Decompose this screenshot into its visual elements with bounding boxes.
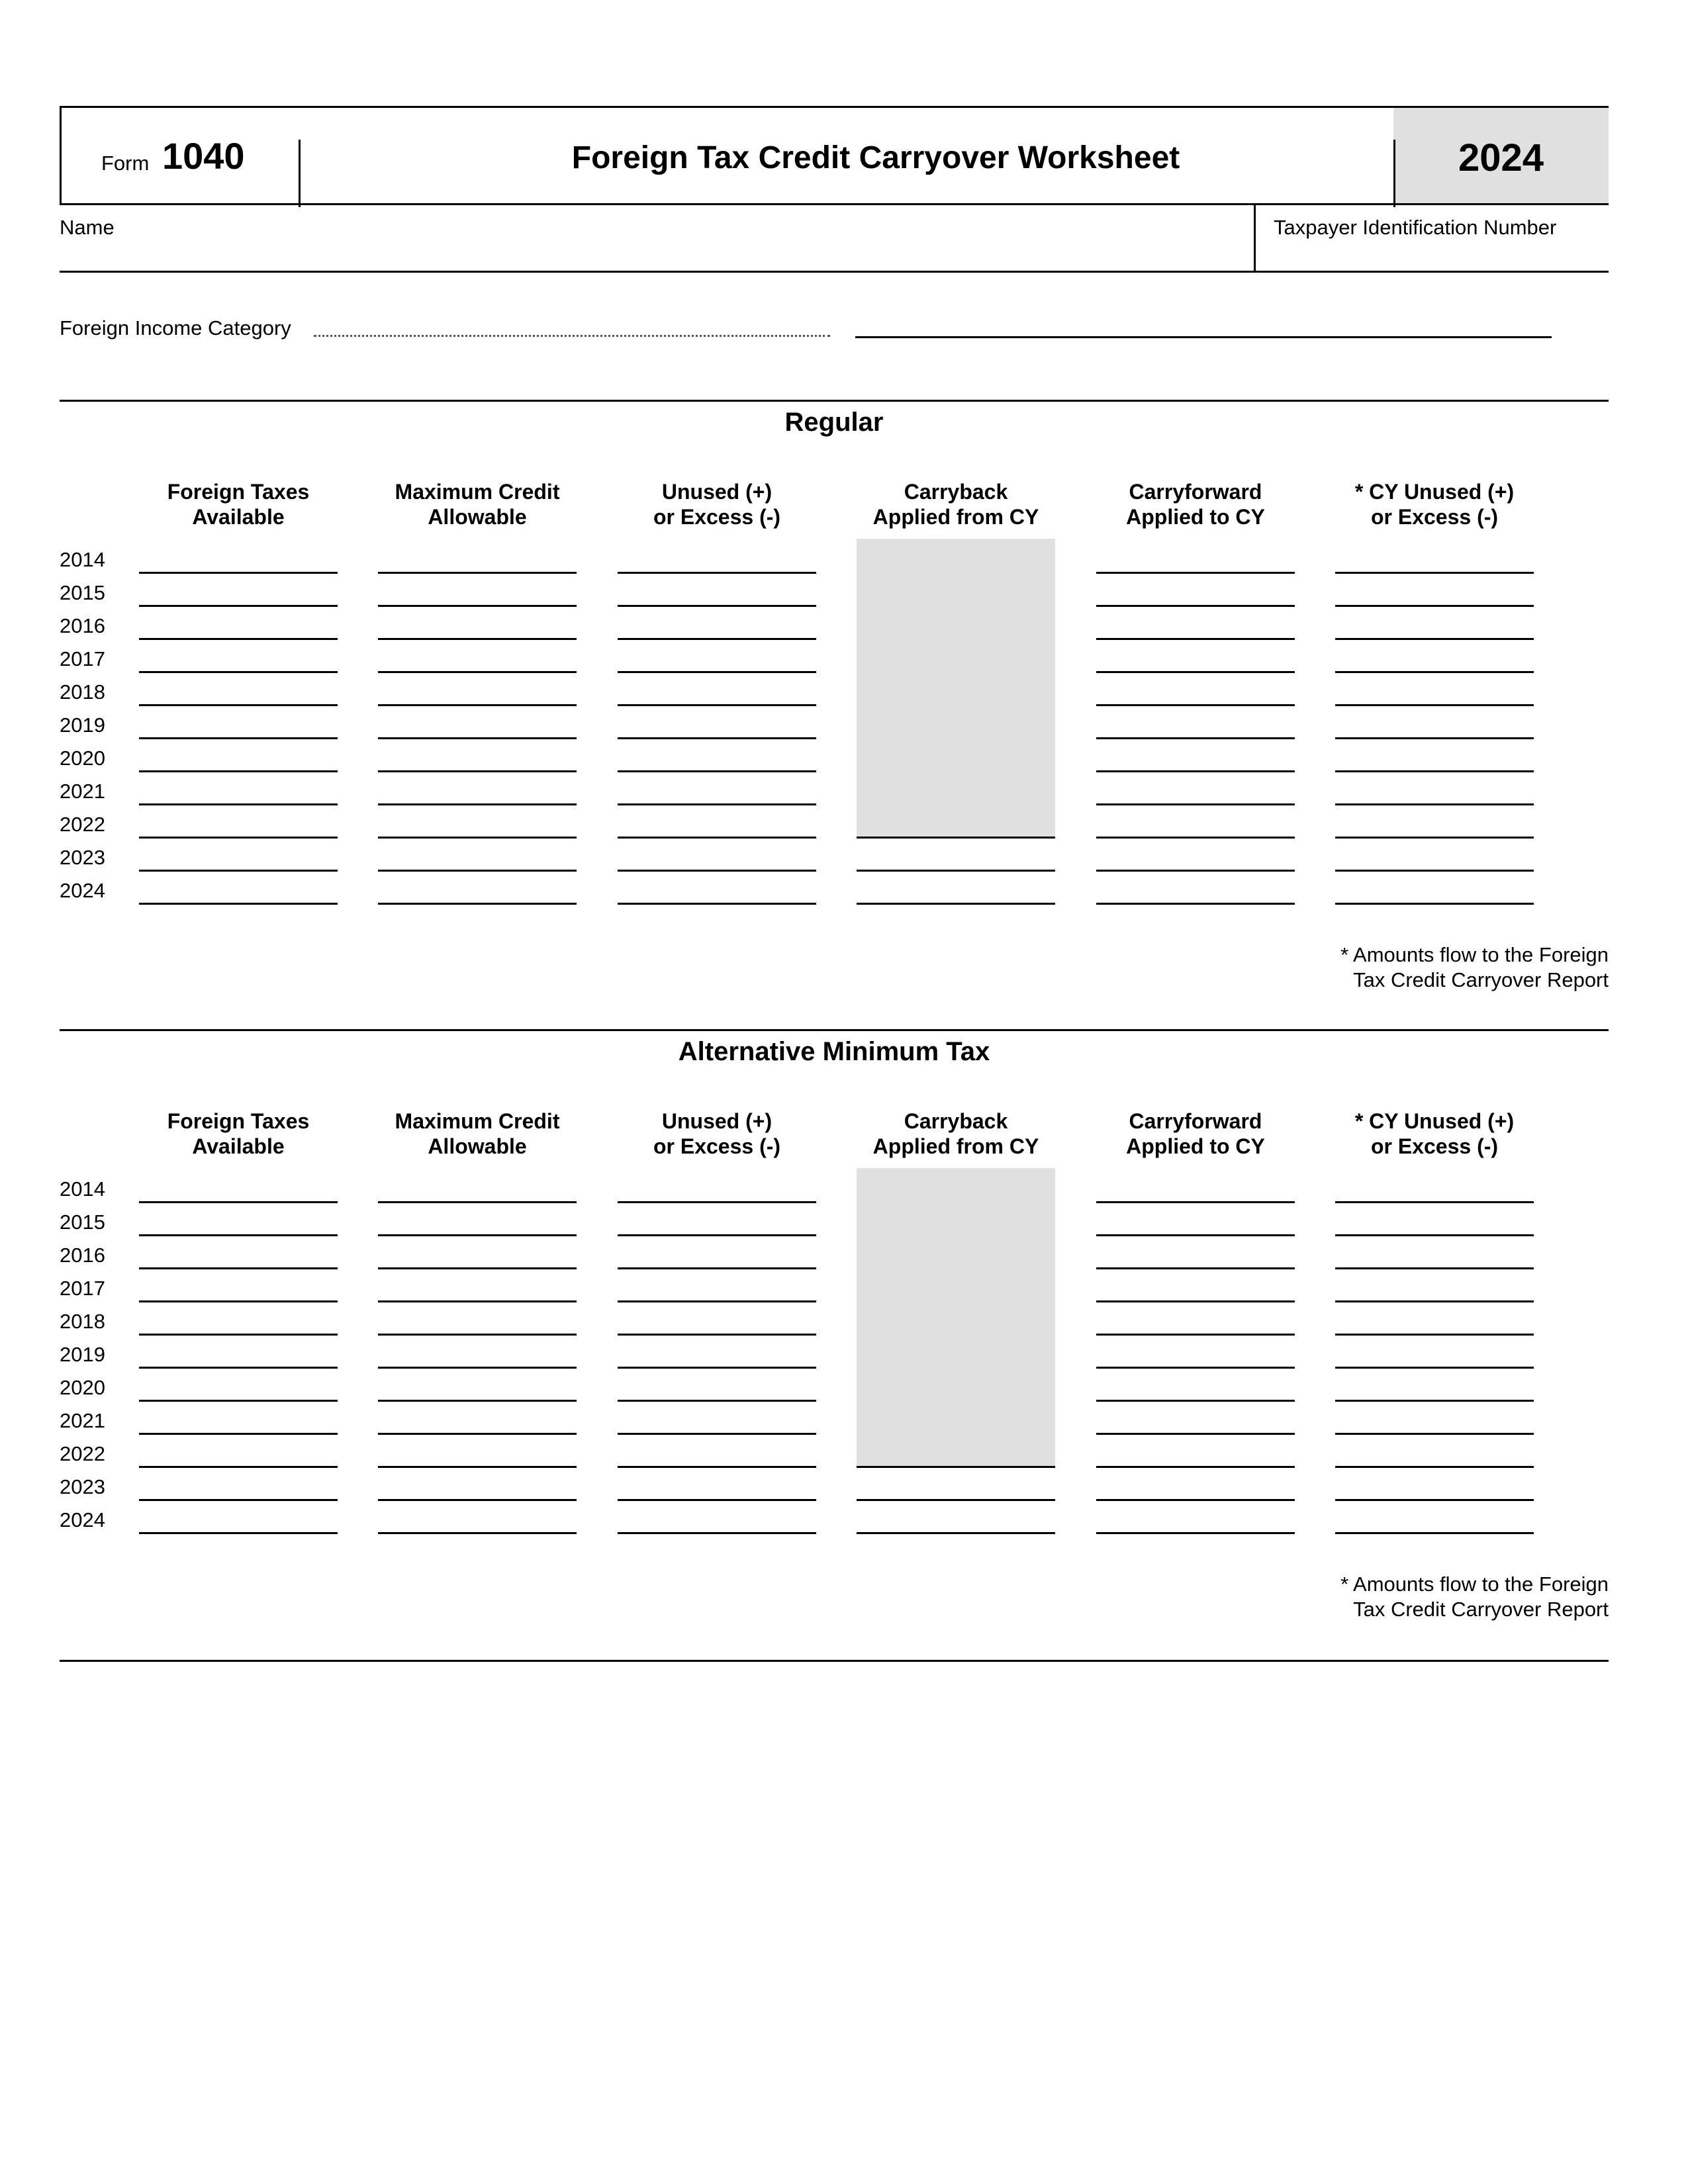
entry-field[interactable]: [618, 737, 816, 739]
entry-field[interactable]: [139, 638, 338, 640]
entry-field[interactable]: [1096, 704, 1295, 706]
entry-field[interactable]: [378, 1466, 577, 1468]
entry-field[interactable]: [1096, 737, 1295, 739]
entry-field[interactable]: [618, 572, 816, 574]
footnote: [1340, 942, 1609, 993]
bottom-rule: [60, 1660, 1609, 1662]
entry-field[interactable]: [857, 870, 1055, 872]
year-label: 2016: [60, 614, 105, 637]
column-header: [129, 479, 348, 529]
entry-field[interactable]: [618, 803, 816, 805]
column-header-line2: Available: [192, 505, 285, 529]
entry-field[interactable]: [618, 1433, 816, 1435]
entry-field[interactable]: [857, 903, 1055, 905]
entry-field[interactable]: [378, 1267, 577, 1269]
entry-field[interactable]: [378, 1334, 577, 1336]
section-rule: [60, 1029, 1609, 1031]
column-header-line2: or Excess (-): [653, 1134, 781, 1158]
entry-field[interactable]: [139, 1334, 338, 1336]
entry-field[interactable]: [1096, 1234, 1295, 1236]
entry-field[interactable]: [618, 837, 816, 839]
tin-divider: [1254, 205, 1256, 271]
column-header-line1: Unused (+): [661, 1109, 773, 1133]
entry-field[interactable]: [1096, 903, 1295, 905]
entry-field[interactable]: [378, 1201, 577, 1203]
entry-field[interactable]: [1335, 704, 1534, 706]
entry-field[interactable]: [1335, 870, 1534, 872]
entry-field[interactable]: [378, 1367, 577, 1369]
year-label: 2017: [60, 647, 105, 670]
entry-field[interactable]: [618, 1499, 816, 1501]
section-title: Alternative Minimum Tax: [678, 1037, 990, 1066]
column-header: [847, 479, 1065, 529]
column-header-line2: Applied to CY: [1126, 1134, 1265, 1158]
entry-field[interactable]: [857, 1466, 1055, 1468]
year-label: 2022: [60, 813, 105, 836]
entry-field[interactable]: [618, 1466, 816, 1468]
entry-field[interactable]: [378, 737, 577, 739]
footnote-line1: * Amounts flow to the Foreign: [1340, 1572, 1609, 1596]
year-label: 2022: [60, 1442, 105, 1465]
form-number: 1040: [162, 135, 245, 177]
year-label: 2018: [60, 1310, 105, 1333]
form-header: [60, 106, 1609, 205]
entry-field[interactable]: [139, 671, 338, 673]
section-rule: [60, 400, 1609, 402]
entry-field[interactable]: [618, 704, 816, 706]
year-label: 2020: [60, 1376, 105, 1399]
column-header-line1: * CY Unused (+): [1354, 1109, 1515, 1133]
column-header-line1: Maximum Credit: [395, 480, 560, 504]
year-label: 2018: [60, 680, 105, 704]
entry-field[interactable]: [1335, 903, 1534, 905]
entry-field[interactable]: [139, 605, 338, 607]
entry-field[interactable]: [1096, 870, 1295, 872]
entry-field[interactable]: [378, 704, 577, 706]
column-header-line1: * CY Unused (+): [1354, 480, 1515, 504]
entry-field[interactable]: [378, 870, 577, 872]
column-header-line2: Allowable: [428, 1134, 527, 1158]
entry-field[interactable]: [139, 1400, 338, 1402]
column-header-line1: Carryback: [904, 480, 1008, 504]
entry-field[interactable]: [1335, 1334, 1534, 1336]
footnote-line2: Tax Credit Carryover Report: [1353, 968, 1609, 991]
column-header-line1: Unused (+): [661, 480, 773, 504]
entry-field[interactable]: [618, 1201, 816, 1203]
entry-field[interactable]: [1096, 671, 1295, 673]
entry-field[interactable]: [1096, 1433, 1295, 1435]
shaded-carryback-area: [857, 1168, 1055, 1466]
entry-field[interactable]: [139, 1267, 338, 1269]
entry-field[interactable]: [618, 1367, 816, 1369]
entry-field[interactable]: [1335, 1433, 1534, 1435]
entry-field[interactable]: [618, 671, 816, 673]
entry-field[interactable]: [378, 671, 577, 673]
entry-field[interactable]: [1096, 1300, 1295, 1302]
year-label: 2017: [60, 1277, 105, 1300]
entry-field[interactable]: [1096, 837, 1295, 839]
entry-field[interactable]: [1096, 638, 1295, 640]
entry-field[interactable]: [618, 1300, 816, 1302]
entry-field[interactable]: [857, 1532, 1055, 1534]
year-label: 2016: [60, 1244, 105, 1267]
entry-field[interactable]: [1096, 572, 1295, 574]
entry-field[interactable]: [618, 1267, 816, 1269]
column-header-line2: Allowable: [428, 505, 527, 529]
entry-field[interactable]: [618, 903, 816, 905]
entry-field[interactable]: [139, 903, 338, 905]
year-label: 2014: [60, 548, 105, 571]
footnote-line1: * Amounts flow to the Foreign: [1340, 943, 1609, 966]
name-label: Name: [60, 216, 115, 239]
entry-field[interactable]: [378, 1532, 577, 1534]
column-header-line1: Foreign Taxes: [167, 1109, 310, 1133]
entry-field[interactable]: [618, 1400, 816, 1402]
entry-field[interactable]: [1335, 1234, 1534, 1236]
entry-field[interactable]: [1096, 1466, 1295, 1468]
entry-field[interactable]: [378, 1499, 577, 1501]
entry-field[interactable]: [1335, 737, 1534, 739]
column-header-line2: or Excess (-): [1370, 505, 1499, 529]
column-header-line1: Carryforward: [1129, 480, 1262, 504]
entry-field[interactable]: [378, 803, 577, 805]
entry-field[interactable]: [378, 770, 577, 772]
entry-field[interactable]: [139, 572, 338, 574]
entry-field[interactable]: [139, 1499, 338, 1501]
year-label: 2024: [60, 1508, 105, 1531]
shaded-carryback-area: [857, 539, 1055, 837]
entry-field[interactable]: [139, 1532, 338, 1534]
entry-field[interactable]: [618, 1532, 816, 1534]
tax-year: 2024: [1458, 136, 1544, 179]
foreign-income-category-field[interactable]: [855, 336, 1552, 338]
entry-field[interactable]: [618, 605, 816, 607]
entry-field[interactable]: [1335, 572, 1534, 574]
column-header: [1086, 479, 1305, 529]
entry-field[interactable]: [618, 770, 816, 772]
entry-field[interactable]: [1096, 770, 1295, 772]
entry-field[interactable]: [1096, 1532, 1295, 1534]
entry-field[interactable]: [1335, 1201, 1534, 1203]
entry-field[interactable]: [1096, 1201, 1295, 1203]
page-title: Foreign Tax Credit Carryover Worksheet: [571, 140, 1180, 175]
column-header: [847, 1109, 1065, 1159]
year-label: 2024: [60, 879, 105, 902]
entry-field[interactable]: [1335, 671, 1534, 673]
column-header-line2: Applied from CY: [872, 505, 1039, 529]
entry-field[interactable]: [1096, 1499, 1295, 1501]
entry-field[interactable]: [378, 605, 577, 607]
entry-field[interactable]: [1335, 1466, 1534, 1468]
leader-dots: [314, 322, 830, 337]
column-header: [1325, 1109, 1544, 1159]
column-header-line1: Carryforward: [1129, 1109, 1262, 1133]
entry-field[interactable]: [1096, 1267, 1295, 1269]
column-header: [1086, 1109, 1305, 1159]
year-label: 2023: [60, 1475, 105, 1498]
column-header-line2: Applied from CY: [872, 1134, 1039, 1158]
year-label: 2019: [60, 713, 105, 737]
entry-field[interactable]: [1335, 1400, 1534, 1402]
year-label: 2020: [60, 747, 105, 770]
entry-field[interactable]: [139, 1466, 338, 1468]
foreign-income-category-label: Foreign Income Category: [60, 316, 291, 340]
entry-field[interactable]: [378, 1234, 577, 1236]
entry-field[interactable]: [1335, 1300, 1534, 1302]
entry-field[interactable]: [1096, 605, 1295, 607]
entry-field[interactable]: [139, 837, 338, 839]
entry-field[interactable]: [378, 638, 577, 640]
entry-field[interactable]: [618, 638, 816, 640]
column-header: [608, 1109, 826, 1159]
year-label: 2021: [60, 1409, 105, 1432]
entry-field[interactable]: [1096, 1400, 1295, 1402]
year-label: 2019: [60, 1343, 105, 1366]
year-label: 2015: [60, 581, 105, 604]
name-field[interactable]: [60, 271, 1609, 273]
entry-field[interactable]: [139, 1367, 338, 1369]
column-header-line2: or Excess (-): [1370, 1134, 1499, 1158]
tin-label: Taxpayer Identification Number: [1274, 216, 1557, 239]
column-header: [1325, 479, 1544, 529]
entry-field[interactable]: [1096, 1367, 1295, 1369]
year-label: 2023: [60, 846, 105, 869]
entry-field[interactable]: [139, 1433, 338, 1435]
entry-field[interactable]: [139, 770, 338, 772]
footnote: [1340, 1572, 1609, 1622]
entry-field[interactable]: [1335, 638, 1534, 640]
entry-field[interactable]: [618, 870, 816, 872]
entry-field[interactable]: [1096, 1334, 1295, 1336]
column-header: [608, 479, 826, 529]
column-header-line2: Applied to CY: [1126, 505, 1265, 529]
year-label: 2015: [60, 1210, 105, 1234]
column-header: [368, 1109, 586, 1159]
entry-field[interactable]: [1096, 803, 1295, 805]
entry-field[interactable]: [857, 1499, 1055, 1501]
column-header-line2: or Excess (-): [653, 505, 781, 529]
entry-field[interactable]: [618, 1234, 816, 1236]
entry-field[interactable]: [139, 1201, 338, 1203]
entry-field[interactable]: [1335, 1532, 1534, 1534]
entry-field[interactable]: [139, 870, 338, 872]
entry-field[interactable]: [1335, 1367, 1534, 1369]
entry-field[interactable]: [378, 903, 577, 905]
form-label: Form: [101, 152, 150, 175]
entry-field[interactable]: [139, 704, 338, 706]
entry-field[interactable]: [1335, 837, 1534, 839]
entry-field[interactable]: [1335, 605, 1534, 607]
entry-field[interactable]: [378, 1300, 577, 1302]
entry-field[interactable]: [1335, 1267, 1534, 1269]
column-header-line1: Foreign Taxes: [167, 480, 310, 504]
column-header-line1: Maximum Credit: [395, 1109, 560, 1133]
column-header-line1: Carryback: [904, 1109, 1008, 1133]
entry-field[interactable]: [139, 1234, 338, 1236]
entry-field[interactable]: [857, 837, 1055, 839]
entry-field[interactable]: [378, 1433, 577, 1435]
entry-field[interactable]: [378, 1400, 577, 1402]
entry-field[interactable]: [1335, 803, 1534, 805]
entry-field[interactable]: [378, 837, 577, 839]
entry-field[interactable]: [1335, 1499, 1534, 1501]
section-title: Regular: [784, 408, 884, 437]
footnote-line2: Tax Credit Carryover Report: [1353, 1598, 1609, 1621]
entry-field[interactable]: [139, 1300, 338, 1302]
column-header: [129, 1109, 348, 1159]
year-label: 2014: [60, 1177, 105, 1201]
entry-field[interactable]: [618, 1334, 816, 1336]
entry-field[interactable]: [378, 572, 577, 574]
year-label: 2021: [60, 780, 105, 803]
column-header-line2: Available: [192, 1134, 285, 1158]
entry-field[interactable]: [1335, 770, 1534, 772]
column-header: [368, 479, 586, 529]
entry-field[interactable]: [139, 737, 338, 739]
entry-field[interactable]: [139, 803, 338, 805]
